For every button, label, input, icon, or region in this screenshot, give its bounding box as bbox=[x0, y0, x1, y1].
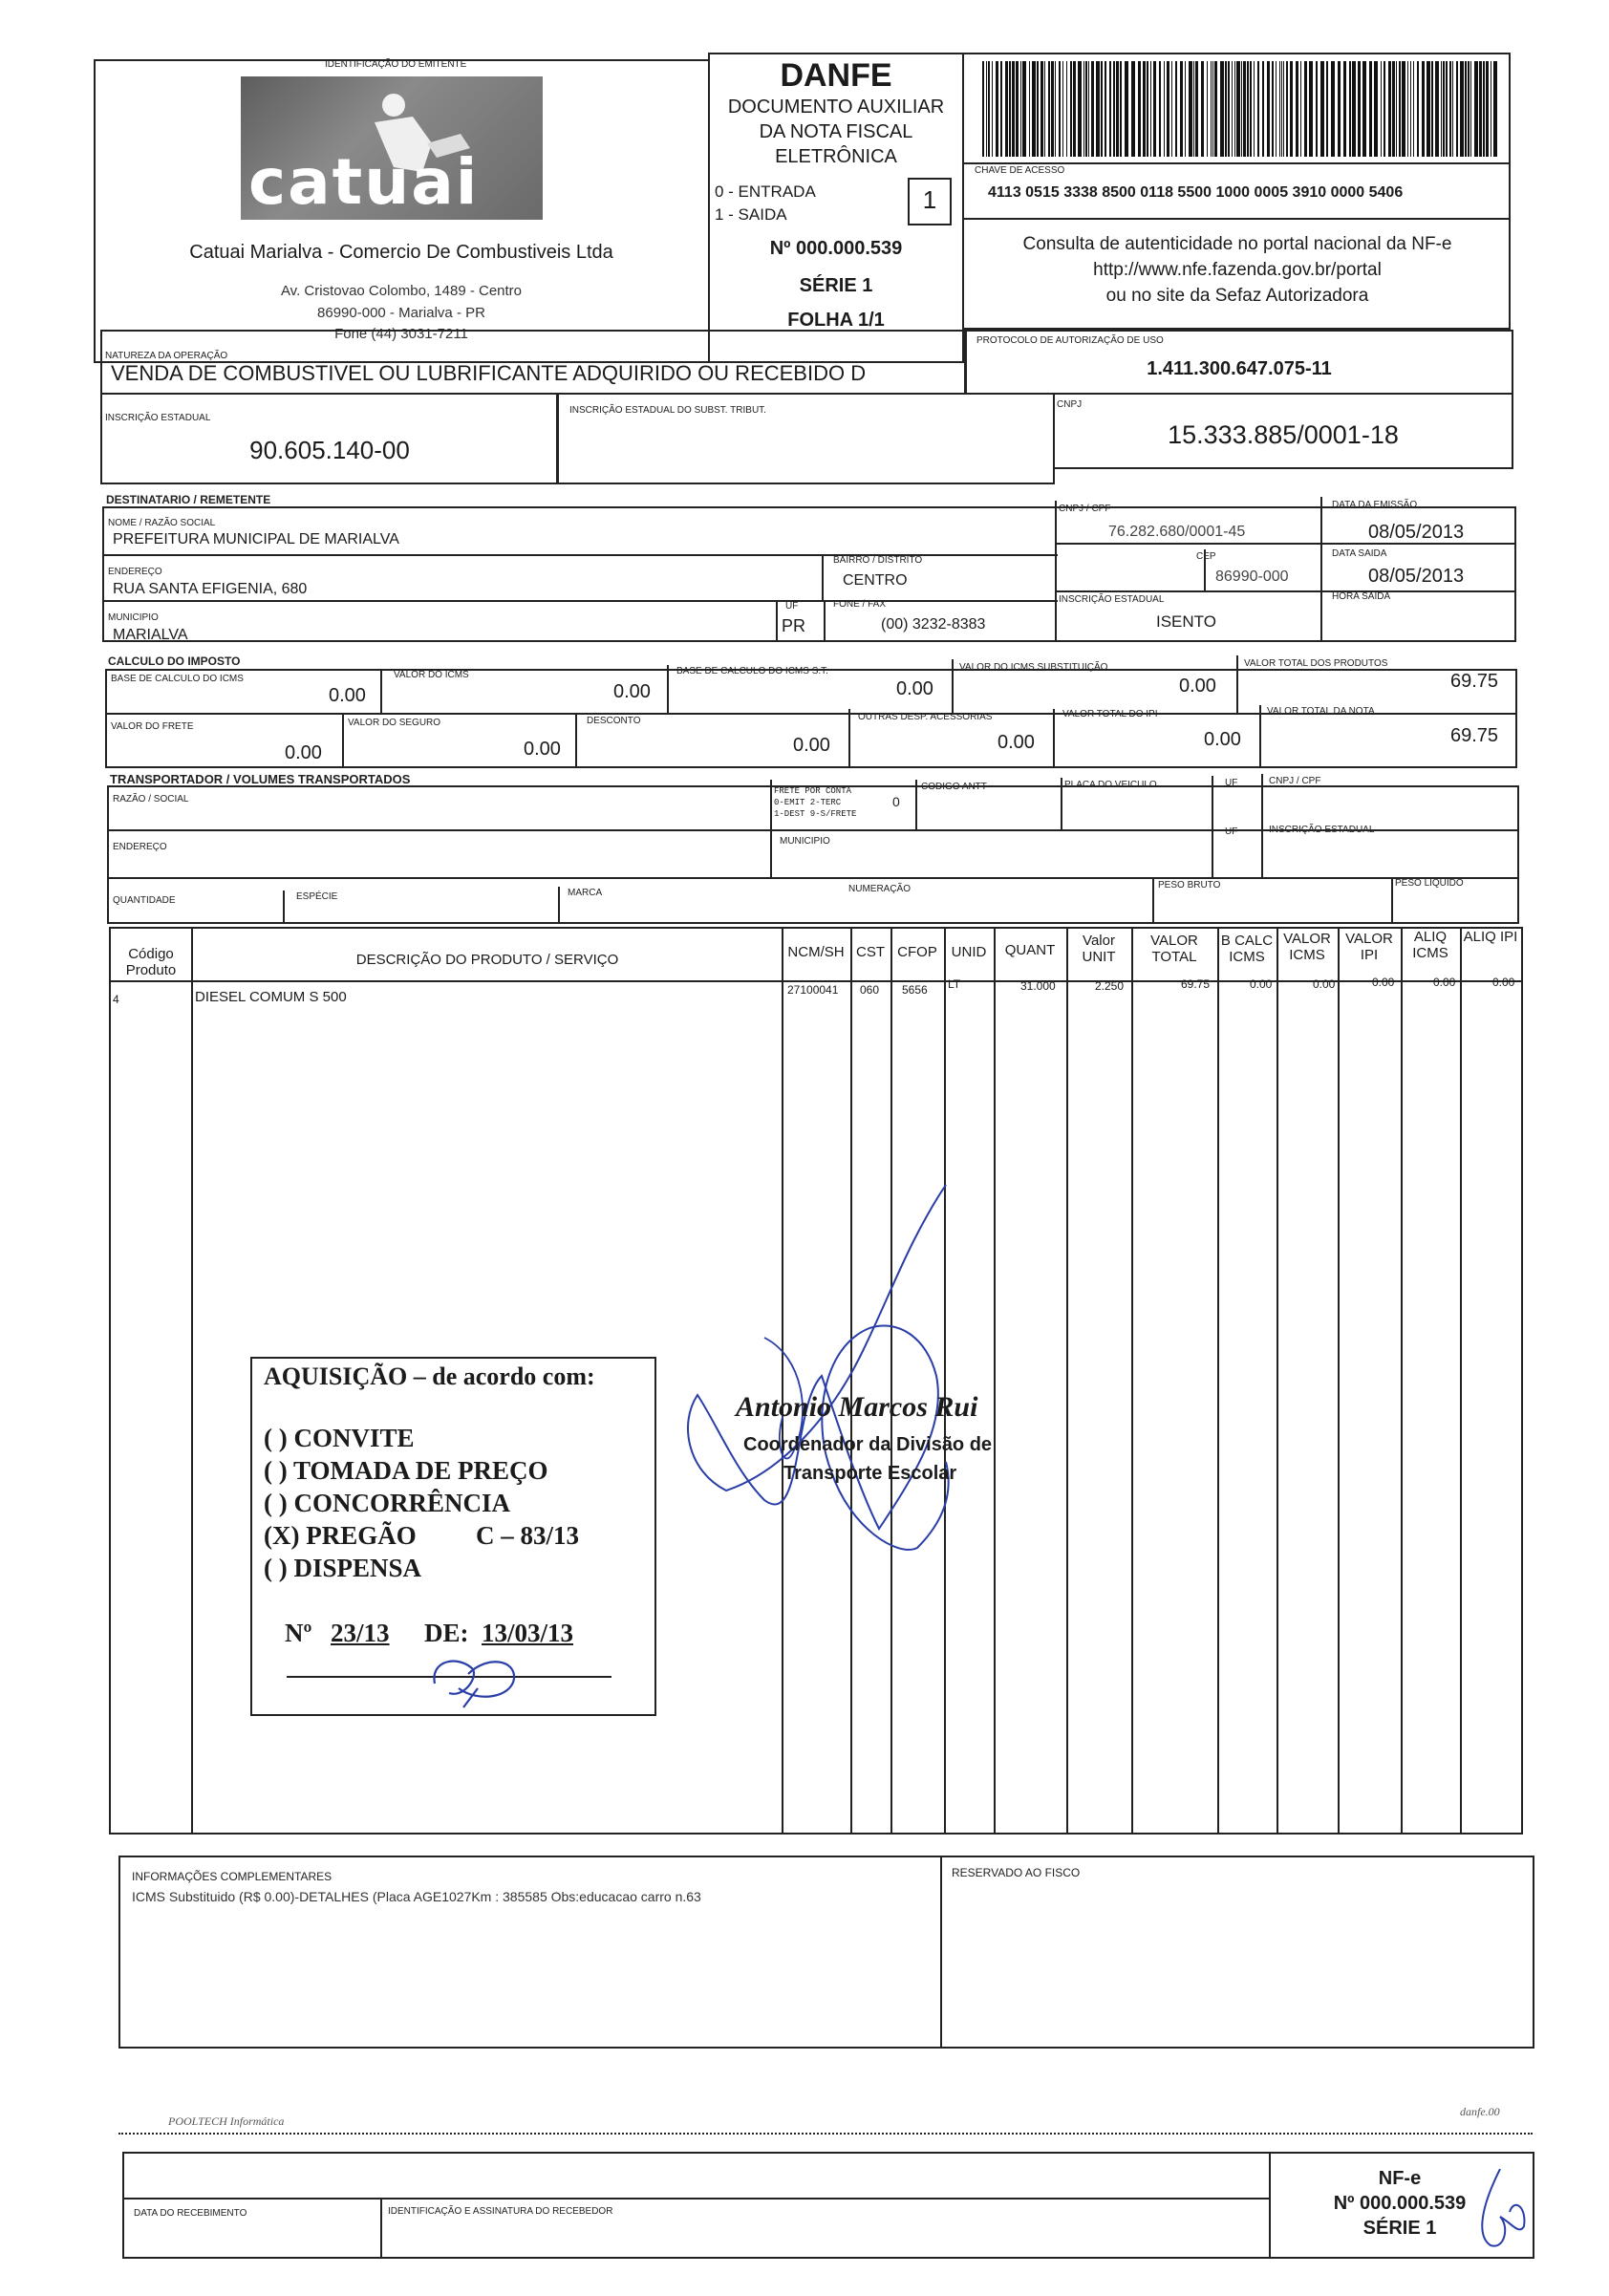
stamp-title: AQUISIÇÃO – de acordo com: bbox=[264, 1363, 595, 1390]
ie-value: 90.605.140-00 bbox=[249, 436, 410, 464]
row-aicms: 0.00 bbox=[1433, 976, 1456, 989]
dest-emissao: 08/05/2013 bbox=[1368, 522, 1465, 543]
sig-role-1: Coordenador da Divisão de bbox=[743, 1434, 993, 1455]
barcode-bar bbox=[1059, 61, 1061, 157]
barcode-bar bbox=[986, 61, 987, 157]
barcode-bar bbox=[1040, 61, 1043, 157]
barcode-bar bbox=[1452, 61, 1453, 157]
barcode-bar bbox=[1479, 61, 1482, 157]
th-vtotal: VALOR TOTAL bbox=[1150, 933, 1198, 966]
ie-subst-label: INSCRIÇÃO ESTADUAL DO SUBST. TRIBUT. bbox=[569, 405, 766, 416]
emitente-phone: Fone (44) 3031-7211 bbox=[334, 326, 468, 342]
barcode-bar bbox=[1309, 61, 1313, 157]
th-vipi: VALOR IPI bbox=[1345, 931, 1393, 964]
barcode-bar bbox=[1331, 61, 1335, 157]
row-vtotal: 69.75 bbox=[1181, 977, 1211, 991]
barcode-bar bbox=[1388, 61, 1391, 157]
barcode-bar bbox=[1349, 61, 1351, 157]
barcode-bar bbox=[1153, 61, 1156, 157]
stamp-opt3: ( ) CONCORRÊNCIA bbox=[264, 1489, 510, 1517]
trans-uf-label: UF bbox=[1225, 778, 1238, 788]
imp-bc-st-label: BASE DE CALCULO DO ICMS S.T. bbox=[676, 666, 828, 676]
imp-bc-st: 0.00 bbox=[896, 678, 933, 699]
barcode-bar bbox=[1101, 61, 1103, 157]
sig-name: Antonio Marcos Rui bbox=[736, 1391, 978, 1423]
barcode-bar bbox=[1051, 61, 1054, 157]
barcode-bar bbox=[1296, 61, 1298, 157]
imp-desconto: 0.00 bbox=[793, 735, 830, 756]
barcode-bar bbox=[1029, 61, 1030, 157]
dest-municipio: MARIALVA bbox=[113, 627, 188, 643]
barcode-bar bbox=[1113, 61, 1115, 157]
barcode-bar bbox=[1171, 61, 1172, 157]
trans-liquido-label: PESO LIQUIDO bbox=[1395, 878, 1464, 889]
barcode-bar bbox=[1417, 61, 1419, 157]
barcode-bar bbox=[1225, 61, 1227, 157]
barcode-bar bbox=[1362, 61, 1366, 157]
barcode-bar bbox=[1232, 61, 1233, 157]
chave-consulta-2: http://www.nfe.fazenda.gov.br/portal bbox=[1093, 260, 1382, 280]
barcode-bar bbox=[1381, 61, 1382, 157]
th-aicms: ALIQ ICMS bbox=[1412, 929, 1448, 962]
barcode-bar bbox=[1070, 61, 1072, 157]
barcode-bar bbox=[992, 61, 993, 157]
barcode-bar bbox=[1384, 61, 1385, 157]
barcode-bar bbox=[1474, 61, 1478, 157]
fisco-label: RESERVADO AO FISCO bbox=[952, 1866, 1081, 1879]
imp-nota-label: VALOR TOTAL DA NOTA bbox=[1267, 706, 1375, 717]
barcode bbox=[982, 61, 1498, 157]
barcode-bar bbox=[1369, 61, 1372, 157]
imp-bc-icms-label: BASE DE CALCULO DO ICMS bbox=[111, 674, 244, 684]
barcode-bar bbox=[1279, 61, 1280, 157]
stamp-num: 23/13 bbox=[331, 1619, 390, 1647]
barcode-bar bbox=[1212, 61, 1213, 157]
barcode-bar bbox=[1465, 61, 1467, 157]
product-column-divider bbox=[1066, 927, 1068, 1835]
barcode-bar bbox=[1016, 61, 1019, 157]
row-bcicms: 0.00 bbox=[1250, 977, 1273, 991]
barcode-bar bbox=[1091, 61, 1094, 157]
barcode-bar bbox=[1020, 61, 1021, 157]
stamp-de-label: DE: bbox=[424, 1619, 469, 1647]
th-cst: CST bbox=[856, 944, 885, 960]
trans-frete-l2: 0-EMIT 2-TERC bbox=[774, 798, 842, 807]
barcode-bar bbox=[1431, 61, 1433, 157]
danfe-title: DANFE bbox=[780, 57, 892, 94]
th-vunit: Valor UNIT bbox=[1082, 933, 1116, 966]
barcode-bar bbox=[1207, 61, 1208, 157]
barcode-bar bbox=[1392, 61, 1395, 157]
danfe-saida: 1 - SAIDA bbox=[715, 205, 787, 224]
destinatario-section-label: DESTINATARIO / REMETENTE bbox=[106, 493, 271, 506]
barcode-bar bbox=[1257, 61, 1259, 157]
trans-endereco-label: ENDEREÇO bbox=[113, 842, 167, 852]
barcode-bar bbox=[1195, 61, 1198, 157]
imp-ipi-label: VALOR TOTAL DO IPI bbox=[1062, 709, 1158, 719]
dest-nome: PREFEITURA MUNICIPAL DE MARIALVA bbox=[113, 531, 399, 547]
row-quant: 31.000 bbox=[1020, 979, 1056, 993]
barcode-bar bbox=[1147, 61, 1148, 157]
danfe-subtitle-3: ELETRÔNICA bbox=[775, 146, 897, 167]
ie-label: INSCRIÇÃO ESTADUAL bbox=[105, 413, 211, 423]
imp-frete-label: VALOR DO FRETE bbox=[111, 721, 194, 732]
barcode-bar bbox=[1138, 61, 1141, 157]
product-column-divider bbox=[1131, 927, 1133, 1835]
barcode-bar bbox=[1125, 61, 1128, 157]
imp-nota: 69.75 bbox=[1450, 725, 1499, 746]
dest-fone: (00) 3232-8383 bbox=[881, 616, 986, 633]
barcode-bar bbox=[1044, 61, 1045, 157]
trans-municipio-label: MUNICIPIO bbox=[780, 836, 830, 847]
row-aipi: 0.00 bbox=[1492, 976, 1515, 989]
barcode-bar bbox=[1272, 61, 1274, 157]
barcode-bar bbox=[1441, 61, 1442, 157]
barcode-bar bbox=[1250, 61, 1252, 157]
trans-frete-l3: 1-DEST 9-S/FRETE bbox=[774, 809, 857, 819]
barcode-bar bbox=[1247, 61, 1249, 157]
th-quant: QUANT bbox=[1004, 942, 1056, 958]
footer-nfe: NF-e bbox=[1378, 2168, 1422, 2189]
dest-cnpj-label: CNPJ / CPF bbox=[1059, 504, 1111, 514]
imp-v-st: 0.00 bbox=[1179, 676, 1216, 697]
barcode-bar bbox=[1456, 61, 1458, 157]
stamp-num-label: Nº bbox=[285, 1619, 312, 1647]
barcode-bar bbox=[1143, 61, 1146, 157]
barcode-bar bbox=[1220, 61, 1224, 157]
danfe-subtitle-1: DOCUMENTO AUXILIAR bbox=[727, 97, 945, 118]
dest-uf-label: UF bbox=[785, 601, 799, 612]
dest-bairro: CENTRO bbox=[843, 572, 908, 589]
chave-consulta-1: Consulta de autenticidade no portal nacional da NF-e bbox=[1022, 234, 1452, 254]
product-column-divider bbox=[1338, 927, 1340, 1835]
info-value: ICMS Substituido (R$ 0.00)-DETALHES (Placa AGE1027Km : 385585 Obs:educacao carro n.63 bbox=[132, 1889, 701, 1904]
dest-bairro-label: BAIRRO / DISTRITO bbox=[833, 555, 923, 566]
barcode-bar bbox=[1083, 61, 1084, 157]
barcode-bar bbox=[996, 61, 998, 157]
barcode-bar bbox=[1000, 61, 1002, 157]
dest-uf: PR bbox=[782, 616, 806, 635]
imp-seguro-label: VALOR DO SEGURO bbox=[348, 718, 441, 728]
stamp-opt1: ( ) CONVITE bbox=[264, 1424, 415, 1452]
barcode-bar bbox=[1338, 61, 1341, 157]
barcode-bar bbox=[1241, 61, 1242, 157]
barcode-bar bbox=[1228, 61, 1230, 157]
footer-left: POOLTECH Informática bbox=[168, 2114, 285, 2128]
trans-antt-label: CODIGO ANTT bbox=[921, 782, 987, 792]
imp-outras-label: OUTRAS DESP. ACESSORIAS bbox=[858, 712, 993, 722]
danfe-folha: FOLHA 1/1 bbox=[787, 310, 885, 331]
natureza-value: VENDA DE COMBUSTIVEL OU LUBRIFICANTE ADQUIRIDO OU RECEBIDO D bbox=[111, 361, 867, 385]
barcode-bar bbox=[1320, 61, 1324, 157]
trans-bruto-label: PESO BRUTO bbox=[1158, 880, 1221, 891]
barcode-bar bbox=[1193, 61, 1194, 157]
barcode-bar bbox=[1286, 61, 1288, 157]
barcode-bar bbox=[1236, 61, 1240, 157]
barcode-bar bbox=[1189, 61, 1192, 157]
barcode-bar bbox=[1167, 61, 1169, 157]
dest-hora-label: HORA SAIDA bbox=[1332, 591, 1391, 602]
trans-razao-label: RAZÃO / SOCIAL bbox=[113, 794, 189, 805]
trans-cnpj-label: CNPJ / CPF bbox=[1269, 776, 1321, 786]
dest-fone-label: FONE / FAX bbox=[833, 599, 887, 610]
barcode-bar bbox=[1486, 61, 1489, 157]
barcode-bar bbox=[1105, 61, 1106, 157]
handwritten-signature bbox=[669, 1185, 978, 1586]
imp-frete: 0.00 bbox=[285, 742, 322, 763]
barcode-bar bbox=[1316, 61, 1318, 157]
trans-qtd-label: QUANTIDADE bbox=[113, 895, 176, 906]
barcode-bar bbox=[1283, 61, 1284, 157]
barcode-bar bbox=[1290, 61, 1293, 157]
dest-ie-label: INSCRIÇÃO ESTADUAL bbox=[1059, 594, 1165, 605]
barcode-bar bbox=[1493, 61, 1497, 157]
imp-v-prod-label: VALOR TOTAL DOS PRODUTOS bbox=[1244, 658, 1388, 669]
emitente-name: Catuai Marialva - Comercio De Combustiveis Ltda bbox=[189, 242, 613, 263]
barcode-bar bbox=[1009, 61, 1011, 157]
dest-endereco-label: ENDEREÇO bbox=[108, 567, 162, 577]
barcode-bar bbox=[1402, 61, 1405, 157]
barcode-bar bbox=[1159, 61, 1161, 157]
imp-outras: 0.00 bbox=[998, 732, 1035, 753]
barcode-bar bbox=[1012, 61, 1015, 157]
barcode-bar bbox=[1407, 61, 1408, 157]
imp-v-st-label: VALOR DO ICMS SUBSTITUIÇÃO bbox=[959, 662, 1108, 673]
emitente-cep-city: 86990-000 - Marialva - PR bbox=[317, 305, 485, 321]
barcode-bar bbox=[1443, 61, 1445, 157]
row-descricao: DIESEL COMUM S 500 bbox=[195, 989, 347, 1005]
info-box bbox=[118, 1856, 1534, 2049]
barcode-bar bbox=[1427, 61, 1430, 157]
barcode-bar bbox=[982, 61, 984, 157]
stamp-opt5: ( ) DISPENSA bbox=[264, 1554, 422, 1582]
dest-nome-label: NOME / RAZÃO SOCIAL bbox=[108, 518, 216, 528]
barcode-bar bbox=[1281, 61, 1282, 157]
barcode-bar bbox=[1088, 61, 1089, 157]
th-aipi: ALIQ IPI bbox=[1463, 929, 1518, 945]
barcode-bar bbox=[1073, 61, 1076, 157]
barcode-bar bbox=[1358, 61, 1361, 157]
stamp-opt4-code: C – 83/13 bbox=[476, 1521, 579, 1550]
barcode-bar bbox=[1062, 61, 1063, 157]
th-bcicms: B CALC ICMS bbox=[1220, 933, 1274, 966]
product-column-divider bbox=[1276, 927, 1278, 1835]
emitente-section-label: IDENTIFICAÇÃO DO EMITENTE bbox=[325, 59, 467, 70]
imposto-section-label: CALCULO DO IMPOSTO bbox=[108, 654, 241, 668]
dest-cep: 86990-000 bbox=[1215, 569, 1289, 585]
barcode-bar bbox=[1066, 61, 1067, 157]
trans-especie-label: ESPÉCIE bbox=[296, 891, 338, 902]
cnpj-value: 15.333.885/0001-18 bbox=[1168, 420, 1399, 449]
dest-municipio-label: MUNICIPIO bbox=[108, 612, 159, 623]
trans-frete-value: 0 bbox=[892, 794, 900, 809]
barcode-bar bbox=[1214, 61, 1217, 157]
receb-label: DATA DO RECEBIMENTO bbox=[134, 2208, 247, 2219]
dest-emissao-label: DATA DA EMISSÃO bbox=[1332, 500, 1418, 510]
imp-bc-icms: 0.00 bbox=[329, 685, 366, 706]
stamp-opt4: (X) PREGÃO bbox=[264, 1521, 417, 1550]
barcode-bar bbox=[1180, 61, 1183, 157]
barcode-bar bbox=[1116, 61, 1119, 157]
dest-cnpj: 76.282.680/0001-45 bbox=[1108, 524, 1246, 540]
barcode-bar bbox=[1005, 61, 1008, 157]
transporte-section-label: TRANSPORTADOR / VOLUMES TRANSPORTADOS bbox=[110, 772, 411, 786]
product-column-divider bbox=[1217, 927, 1219, 1835]
dest-saida: 08/05/2013 bbox=[1368, 566, 1465, 587]
barcode-bar bbox=[1470, 61, 1471, 157]
footer-right: danfe.00 bbox=[1460, 2105, 1500, 2118]
barcode-bar bbox=[1262, 61, 1264, 157]
protocolo-value: 1.411.300.647.075-11 bbox=[1147, 358, 1332, 379]
barcode-bar bbox=[1164, 61, 1165, 157]
barcode-bar bbox=[1201, 61, 1204, 157]
stamp-opt2: ( ) TOMADA DE PREÇO bbox=[264, 1456, 548, 1485]
trans-numeracao-label: NUMERAÇÃO bbox=[848, 884, 912, 894]
sig-role-2: Transporte Escolar bbox=[783, 1463, 957, 1484]
ident-label: IDENTIFICAÇÃO E ASSINATURA DO RECEBEDOR bbox=[388, 2206, 613, 2217]
destinatario-box bbox=[102, 506, 1516, 642]
barcode-bar bbox=[1460, 61, 1464, 157]
barcode-bar bbox=[1120, 61, 1122, 157]
barcode-bar bbox=[1396, 61, 1397, 157]
barcode-bar bbox=[1300, 61, 1301, 157]
danfe-numero: Nº 000.000.539 bbox=[769, 238, 903, 259]
barcode-bar bbox=[1449, 61, 1451, 157]
barcode-bar bbox=[988, 61, 990, 157]
barcode-bar bbox=[1435, 61, 1439, 157]
chave-consulta-3: ou no site da Sefaz Autorizadora bbox=[1105, 286, 1369, 306]
th-descricao: DESCRIÇÃO DO PRODUTO / SERVIÇO bbox=[355, 952, 619, 968]
th-codigo: Código Produto bbox=[125, 946, 177, 979]
barcode-bar bbox=[1096, 61, 1100, 157]
footer-signature bbox=[1471, 2169, 1529, 2255]
barcode-bar bbox=[1304, 61, 1307, 157]
product-column-divider bbox=[1460, 927, 1462, 1835]
imp-seguro: 0.00 bbox=[524, 739, 561, 760]
row-unid: LT bbox=[948, 977, 961, 991]
imp-ipi: 0.00 bbox=[1204, 729, 1241, 750]
barcode-bar bbox=[1131, 61, 1135, 157]
row-codigo: 4 bbox=[113, 993, 119, 1006]
danfe-tipo: 1 bbox=[922, 185, 937, 214]
stamp-initials-signature bbox=[420, 1645, 535, 1712]
barcode-bar bbox=[1468, 61, 1470, 157]
cnpj-label: CNPJ bbox=[1057, 399, 1083, 410]
danfe-entrada: 0 - ENTRADA bbox=[715, 182, 816, 201]
barcode-bar bbox=[1399, 61, 1401, 157]
imp-v-icms-label: VALOR DO ICMS bbox=[394, 670, 469, 680]
barcode-bar bbox=[1374, 61, 1378, 157]
dest-saida-label: DATA SAIDA bbox=[1332, 548, 1387, 559]
th-vicms: VALOR ICMS bbox=[1283, 931, 1331, 964]
th-ncm: NCM/SH bbox=[787, 944, 845, 960]
barcode-bar bbox=[1446, 61, 1448, 157]
barcode-bar bbox=[1483, 61, 1485, 157]
barcode-bar bbox=[1234, 61, 1235, 157]
imp-v-icms: 0.00 bbox=[613, 681, 651, 702]
trans-frete-l1: FRETE POR CONTA bbox=[774, 786, 852, 796]
barcode-bar bbox=[1422, 61, 1425, 157]
emitente-address: Av. Cristovao Colombo, 1489 - Centro bbox=[280, 283, 523, 299]
barcode-bar bbox=[1343, 61, 1346, 157]
product-column-divider bbox=[994, 927, 996, 1835]
imp-desconto-label: DESCONTO bbox=[587, 716, 641, 726]
barcode-bar bbox=[1022, 61, 1026, 157]
catuai-logo bbox=[241, 76, 543, 220]
barcode-bar bbox=[1410, 61, 1411, 157]
barcode-bar bbox=[1032, 61, 1036, 157]
trans-uf2-label: UF bbox=[1225, 826, 1238, 837]
trans-ie-label: INSCRIÇÃO ESTADUAL bbox=[1269, 825, 1375, 835]
barcode-bar bbox=[1413, 61, 1414, 157]
dest-endereco: RUA SANTA EFIGENIA, 680 bbox=[113, 581, 308, 597]
row-ncm: 27100041 bbox=[787, 983, 839, 997]
barcode-bar bbox=[1267, 61, 1270, 157]
natureza-label: NATUREZA DA OPERAÇÃO bbox=[105, 351, 228, 361]
footer-numero: Nº 000.000.539 bbox=[1333, 2193, 1467, 2214]
row-vunit: 2.250 bbox=[1095, 979, 1125, 993]
barcode-bar bbox=[1048, 61, 1050, 157]
logo-text: catuai bbox=[248, 145, 480, 219]
barcode-bar bbox=[1254, 61, 1255, 157]
row-cst: 060 bbox=[860, 983, 880, 997]
barcode-bar bbox=[1037, 61, 1039, 157]
row-cfop: 5656 bbox=[902, 983, 928, 997]
stamp-de: 13/03/13 bbox=[482, 1619, 574, 1647]
footer-serie: SÉRIE 1 bbox=[1362, 2218, 1437, 2239]
barcode-bar bbox=[1109, 61, 1111, 157]
protocolo-label: PROTOCOLO DE AUTORIZAÇÃO DE USO bbox=[976, 335, 1164, 346]
trans-placa-label: PLACA DO VEICULO bbox=[1064, 780, 1157, 790]
barcode-bar bbox=[1211, 61, 1212, 157]
trans-marca-label: MARCA bbox=[568, 888, 603, 898]
danfe-serie: SÉRIE 1 bbox=[799, 275, 873, 296]
chave-label: CHAVE DE ACESSO bbox=[975, 165, 1065, 176]
barcode-bar bbox=[1352, 61, 1356, 157]
row-vipi: 0.00 bbox=[1372, 976, 1395, 989]
barcode-bar bbox=[1085, 61, 1087, 157]
chave-value: 4113 0515 3338 8500 0118 5500 1000 0005 3910 0000 5406 bbox=[988, 184, 1404, 201]
row-vicms: 0.00 bbox=[1313, 977, 1336, 991]
barcode-bar bbox=[1185, 61, 1186, 157]
product-column-divider bbox=[1401, 927, 1403, 1835]
barcode-bar bbox=[1055, 61, 1056, 157]
th-cfop: CFOP bbox=[897, 944, 937, 960]
product-column-divider bbox=[191, 927, 193, 1835]
barcode-bar bbox=[1326, 61, 1328, 157]
dest-ie: ISENTO bbox=[1156, 612, 1216, 631]
barcode-bar bbox=[1150, 61, 1151, 157]
info-label: INFORMAÇÕES COMPLEMENTARES bbox=[132, 1870, 333, 1883]
barcode-bar bbox=[1243, 61, 1246, 157]
barcode-bar bbox=[1175, 61, 1177, 157]
imp-v-prod: 69.75 bbox=[1450, 671, 1499, 692]
dest-cep-label: CEP bbox=[1196, 551, 1216, 562]
barcode-bar bbox=[1078, 61, 1082, 157]
th-unid: UNID bbox=[951, 944, 987, 960]
danfe-subtitle-2: DA NOTA FISCAL bbox=[759, 121, 913, 142]
